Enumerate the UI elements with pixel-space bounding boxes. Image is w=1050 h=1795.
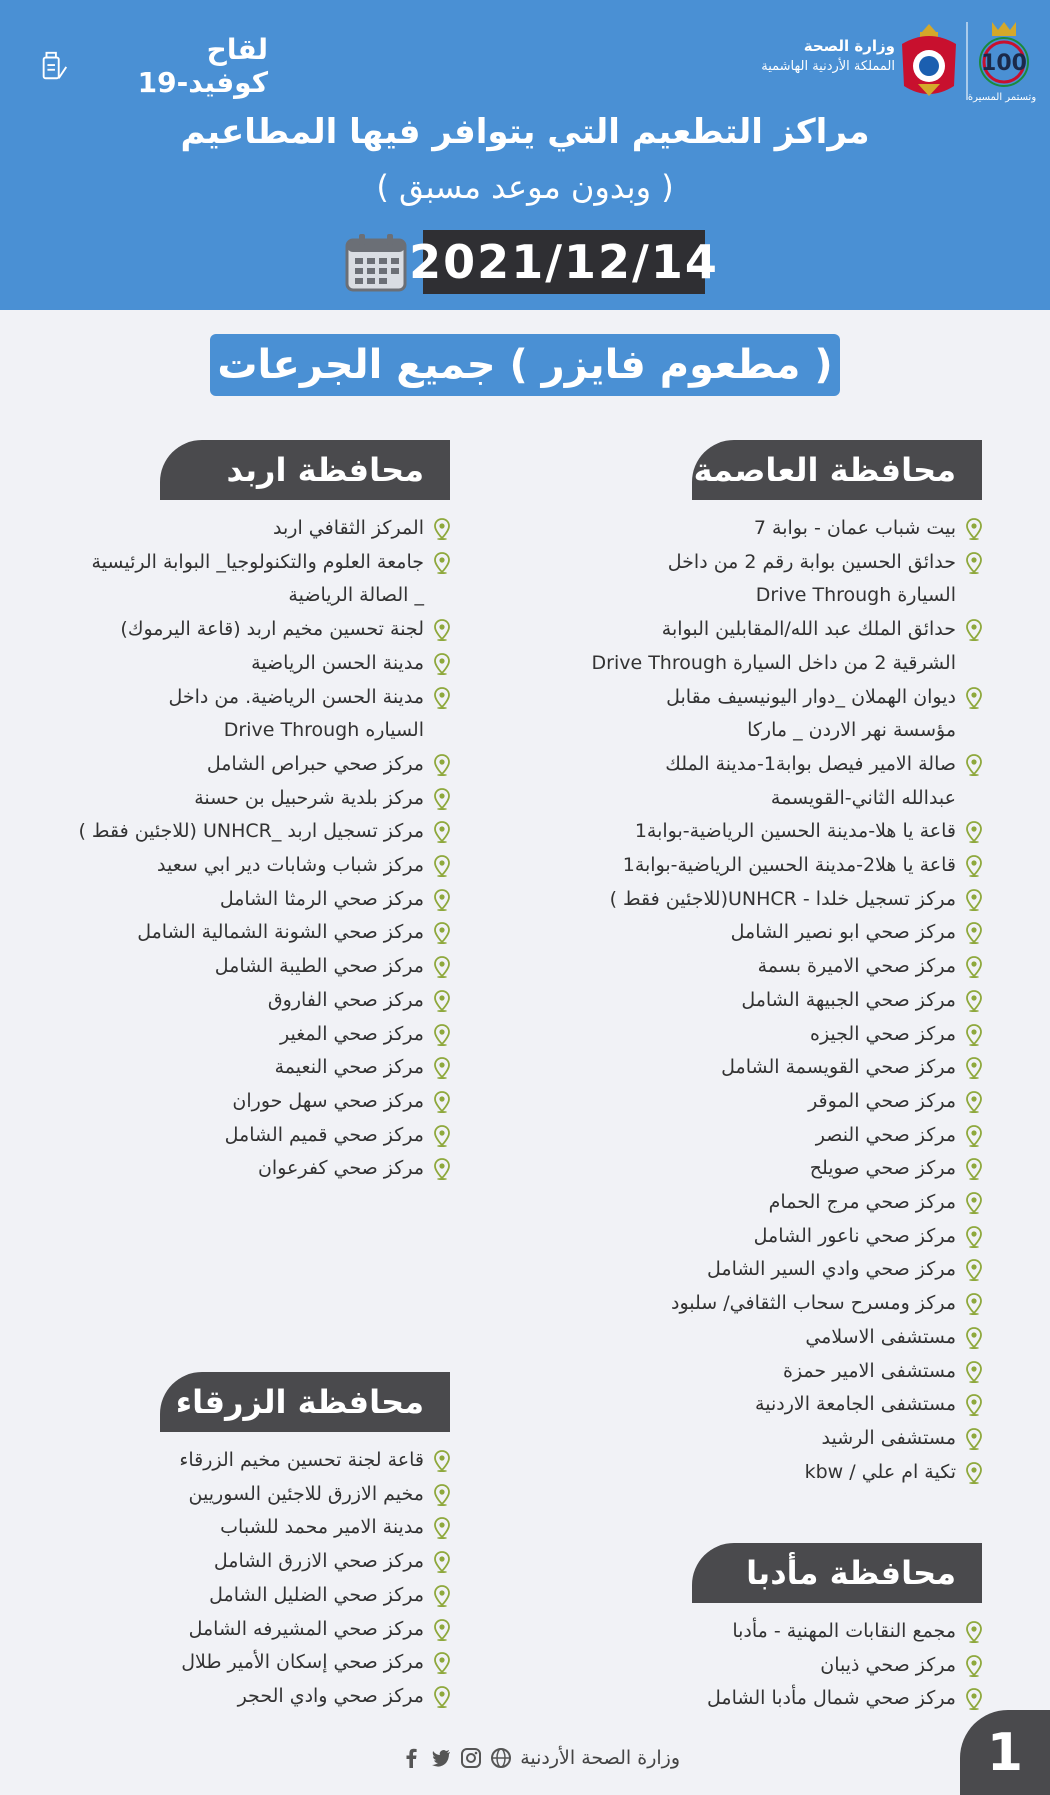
location-item [30, 984, 450, 1018]
location-item [562, 1422, 982, 1456]
location-item [562, 1152, 982, 1186]
ministry-name: وزارة الصحة [803, 37, 895, 55]
location-pin-icon [434, 687, 450, 709]
location-item-label: تكية ام علي / kbw [804, 1460, 956, 1483]
location-item-label: مركز صحي الاميرة بسمة [757, 955, 956, 978]
location-pin-icon [434, 855, 450, 877]
page-number: 1 [960, 1710, 1050, 1795]
location-list [562, 512, 982, 1489]
kingdom-name: المملكة الأردنية الهاشمية [761, 59, 895, 74]
location-pin-icon [966, 1226, 982, 1248]
location-item [30, 1085, 450, 1119]
location-pin-icon [966, 1091, 982, 1113]
location-pin-icon [966, 855, 982, 877]
location-item-label: مركز تسجيل اربد _UNHCR (للاجئين فقط ) [78, 820, 424, 843]
location-pin-icon [966, 821, 982, 843]
location-item-label: مركز صحي قميم الشامل [224, 1123, 424, 1146]
location-item [562, 1051, 982, 1085]
section-madaba [562, 1543, 982, 1716]
footer-ministry-label: وزارة الصحة الأردنية [520, 1747, 680, 1769]
location-item-label: مركز صحي الموقر [808, 1089, 956, 1112]
location-item-label: مستشفى الاسلامي [805, 1325, 956, 1348]
location-item-label: مركز صحي مرج الحمام [768, 1191, 956, 1214]
section-capital [562, 440, 982, 1489]
location-item-label: مركز صحي حبراص الشامل [206, 752, 424, 775]
location-pin-icon [966, 1158, 982, 1180]
location-item [30, 681, 450, 748]
location-pin-icon [434, 956, 450, 978]
section-title: محافظة الزرقاء [160, 1372, 450, 1432]
location-item [30, 1018, 450, 1052]
location-item-label: مركز تسجيل خلدا - UNHCR(للاجئين فقط ) [609, 887, 956, 910]
calendar-icon [345, 234, 407, 292]
location-pin-icon [434, 1091, 450, 1113]
location-item-label: حدائق الملك عبد الله/المقابلين البوابة الشرقية 2 من داخل السيارة Drive Through [591, 618, 956, 674]
location-pin-icon [434, 1585, 450, 1607]
location-item-label: مدينة الحسن الرياضية. من داخل السياره Drive Through [168, 685, 424, 742]
location-item [30, 647, 450, 681]
location-item [562, 1186, 982, 1220]
page-title: مراكز التطعيم التي يتوافر فيها المطاعيم [180, 112, 870, 152]
location-item-label: قاعة يا هلا2-مدينة الحسين الرياضية-بوابة1 [622, 854, 956, 877]
location-pin-icon [966, 1394, 982, 1416]
location-pin-icon [434, 1024, 450, 1046]
location-item [30, 748, 450, 782]
vaccine-vial-icon [38, 49, 68, 83]
location-item [30, 950, 450, 984]
location-pin-icon [966, 1125, 982, 1147]
location-pin-icon [966, 518, 982, 540]
section-zarqa [30, 1372, 450, 1714]
location-item-label: جامعة العلوم والتكنولوجيا_ البوابة الرئيسية _ الصالة الرياضية [91, 550, 424, 607]
location-pin-icon [966, 1327, 982, 1349]
location-pin-icon [966, 1428, 982, 1450]
location-item-label: قاعة لجنة تحسين مخيم الزرقاء [179, 1449, 424, 1471]
location-pin-icon [434, 788, 450, 810]
location-item-label: مركز صحي النصر [815, 1123, 956, 1146]
location-item [30, 849, 450, 883]
section-title: محافظة اربد [160, 440, 450, 500]
location-pin-icon [966, 1024, 982, 1046]
location-item-label: مركز صحي كفرعوان [257, 1157, 424, 1180]
location-item-label: مركز صحي النعيمة [274, 1056, 424, 1079]
centenary-caption: وتستمر المسيرة [967, 92, 1037, 103]
location-pin-icon [966, 687, 982, 709]
location-item-label: مركز صحي الفاروق [267, 988, 424, 1011]
location-item [562, 1649, 982, 1683]
date-row [345, 230, 719, 296]
section-title: محافظة مأدبا [692, 1543, 982, 1603]
location-item-label: مركز صحي وادي الحجر [237, 1684, 424, 1707]
page-subtitle: ( وبدون موعد مسبق ) [376, 168, 674, 206]
location-item [562, 546, 982, 613]
location-item-label: مركز صحي سهل حوران [232, 1089, 424, 1112]
location-item-label: مركز صحي الجبيهة الشامل [741, 988, 956, 1011]
location-pin-icon [434, 619, 450, 641]
location-pin-icon [966, 889, 982, 911]
location-item [30, 1511, 450, 1545]
location-item-label: مستشفى الرشيد [821, 1426, 956, 1449]
section-title: محافظة العاصمة [692, 440, 982, 500]
jordan-crest-icon [898, 22, 960, 100]
location-item-label: قاعة يا هلا-مدينة الحسين الرياضية-بوابة1 [634, 820, 956, 843]
location-item [562, 849, 982, 883]
page-header [0, 0, 1050, 310]
location-pin-icon [434, 1619, 450, 1641]
location-item-label: مركز صحي ذيبان [820, 1653, 956, 1676]
location-item [562, 1085, 982, 1119]
location-item-label: مستشفى الامير حمزة [782, 1359, 956, 1382]
location-item [562, 950, 982, 984]
location-pin-icon [434, 990, 450, 1012]
location-item [562, 1456, 982, 1490]
location-item-label: مستشفى الجامعة الاردنية [755, 1393, 956, 1416]
location-pin-icon [434, 1125, 450, 1147]
twitter-icon[interactable] [430, 1747, 452, 1769]
location-pin-icon [434, 1158, 450, 1180]
location-item [562, 883, 982, 917]
location-item-label: لجنة تحسين مخيم اربد (قاعة اليرموك) [120, 618, 424, 641]
location-item [562, 748, 982, 815]
location-pin-icon [966, 754, 982, 776]
location-pin-icon [966, 1462, 982, 1484]
location-pin-icon [434, 922, 450, 944]
footer [380, 1740, 680, 1776]
location-item [562, 1018, 982, 1052]
location-pin-icon [434, 1484, 450, 1506]
centenary-number: 100 [981, 51, 1027, 76]
location-item-label: بيت شباب عمان - بوابة 7 [753, 517, 956, 539]
location-list [30, 512, 450, 1186]
location-item [30, 1119, 450, 1153]
location-pin-icon [434, 1551, 450, 1573]
location-pin-icon [966, 1259, 982, 1281]
location-pin-icon [434, 653, 450, 675]
location-item [562, 984, 982, 1018]
location-item [30, 815, 450, 849]
location-item [562, 916, 982, 950]
location-item [30, 883, 450, 917]
location-item [562, 512, 982, 546]
location-pin-icon [966, 1293, 982, 1315]
location-pin-icon [434, 821, 450, 843]
location-item-label: مركز صحي المغير [280, 1022, 424, 1045]
location-pin-icon [966, 1655, 982, 1677]
location-pin-icon [434, 1057, 450, 1079]
location-pin-icon [966, 1057, 982, 1079]
location-item-label: مركز صحي القويسمة الشامل [721, 1056, 956, 1079]
location-item-label: مجمع النقابات المهنية - مأدبا [732, 1620, 956, 1642]
centenary-logo [962, 18, 1042, 104]
location-item [30, 1680, 450, 1714]
location-item-label: مركز صحي الطيبة الشامل [214, 955, 424, 978]
location-item [562, 1355, 982, 1389]
location-item [562, 1287, 982, 1321]
location-item [30, 1444, 450, 1478]
location-item [30, 1051, 450, 1085]
location-pin-icon [966, 1688, 982, 1710]
location-item [30, 916, 450, 950]
location-item [30, 1613, 450, 1647]
location-item-label: مركز صحي شمال مأدبا الشامل [707, 1687, 956, 1710]
location-item-label: مركز صحي الازرق الشامل [213, 1550, 424, 1573]
location-item [30, 546, 450, 613]
location-item-label: مركز صحي المشيرفه الشامل [188, 1617, 424, 1640]
section-irbid [30, 440, 450, 1186]
location-item [30, 1545, 450, 1579]
location-item-label: مركز صحي الرمثا الشامل [219, 887, 424, 910]
location-item-label: مركز صحي الجيزه [809, 1022, 956, 1045]
location-pin-icon [966, 990, 982, 1012]
centenary-crown-icon [962, 18, 1042, 88]
location-item-label: مدينة الحسن الرياضية [251, 651, 424, 674]
location-pin-icon [966, 1192, 982, 1214]
location-pin-icon [434, 552, 450, 574]
location-item-label: مركز صحي الشونة الشمالية الشامل [137, 921, 424, 944]
location-item [562, 1682, 982, 1716]
location-pin-icon [966, 1621, 982, 1643]
location-item-label: مدينة الامير محمد للشباب [220, 1516, 424, 1539]
location-item-label: ديوان الهملان _دوار اليونيسيف مقابل مؤسسة نهر الاردن _ ماركا [666, 685, 956, 742]
location-pin-icon [434, 518, 450, 540]
location-item [562, 613, 982, 680]
location-item [562, 1321, 982, 1355]
location-pin-icon [434, 1652, 450, 1674]
location-item [562, 681, 982, 748]
location-item-label: مركز شباب وشابات دير ابي سعيد [157, 854, 424, 877]
location-pin-icon [966, 956, 982, 978]
location-item [30, 1478, 450, 1512]
location-pin-icon [966, 1361, 982, 1383]
location-pin-icon [434, 1450, 450, 1472]
location-item [30, 782, 450, 816]
location-pin-icon [434, 1686, 450, 1708]
facebook-icon[interactable] [400, 1747, 422, 1769]
location-item-label: مركز ومسرح سحاب الثقافي/ سلبود [671, 1292, 956, 1315]
vaccine-banner: ( مطعوم فايزر ) جميع الجرعات [210, 334, 840, 396]
location-item-label: مركز صحي الضليل الشامل [209, 1583, 424, 1606]
instagram-icon[interactable] [460, 1747, 482, 1769]
location-item-label: مركز صحي إسكان الأمير طلال [181, 1651, 424, 1674]
location-item-label: مركز صحي وادي السير الشامل [707, 1258, 956, 1281]
location-item-label: مركز صحي صويلح [809, 1157, 956, 1180]
location-list [562, 1615, 982, 1716]
date-label: 2021/12/14 [423, 230, 705, 294]
location-pin-icon [434, 754, 450, 776]
location-item [562, 1615, 982, 1649]
location-pin-icon [966, 619, 982, 641]
location-item-label: مركز صحي ابو نصير الشامل [730, 921, 956, 944]
location-item-label: حدائق الحسين بوابة رقم 2 من داخل السيارة Drive Through [667, 550, 956, 607]
location-item [562, 1253, 982, 1287]
location-pin-icon [966, 922, 982, 944]
location-item-label: مركز بلدية شرحبيل بن حسنة [194, 786, 424, 809]
location-pin-icon [434, 889, 450, 911]
location-item-label: المركز الثقافي اربد [273, 517, 424, 539]
location-item [562, 1119, 982, 1153]
location-pin-icon [434, 1517, 450, 1539]
vaccine-tag-label: لقاح كوفيد-19 [137, 33, 268, 99]
location-pin-icon [966, 552, 982, 574]
location-item-label: مركز صحي ناعور الشامل [753, 1224, 956, 1247]
location-list [30, 1444, 450, 1714]
location-item [30, 613, 450, 647]
location-item [30, 1579, 450, 1613]
location-item [30, 1152, 450, 1186]
location-item [30, 1646, 450, 1680]
globe-icon[interactable] [490, 1747, 512, 1769]
location-item-label: صالة الامير فيصل بوابة1-مدينة الملك عبدالله الثاني-القويسمة [665, 752, 956, 809]
location-item [30, 512, 450, 546]
ministry-block [625, 36, 895, 96]
location-item-label: مخيم الازرق للاجئين السوريين [188, 1482, 424, 1505]
location-item [562, 815, 982, 849]
location-item [562, 1220, 982, 1254]
location-item [562, 1388, 982, 1422]
vaccine-tag [38, 33, 268, 99]
